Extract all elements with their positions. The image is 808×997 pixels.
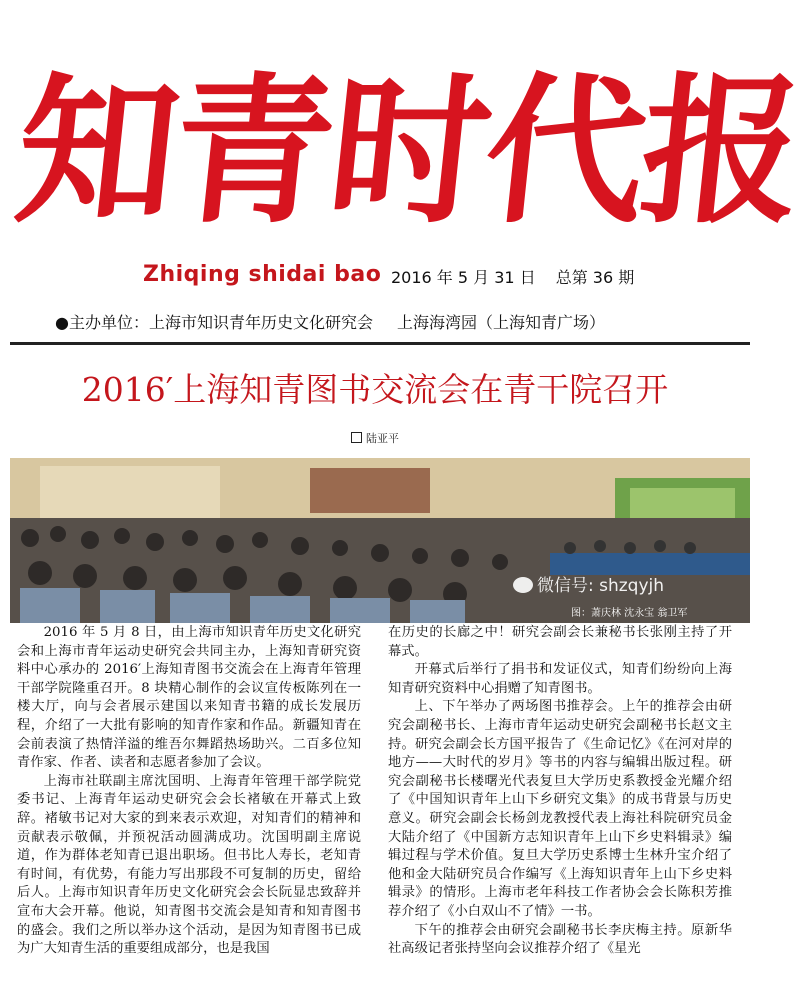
masthead-char: 报 [632, 57, 808, 245]
masthead [0, 0, 808, 250]
masthead-title [8, 57, 808, 245]
masthead-char: 知 [8, 57, 184, 245]
byline-box-icon [351, 432, 362, 443]
sponsor-org-1: 上海市知识青年历史文化研究会 [148, 313, 373, 332]
watermark-text: 微信号: shzqyjh [537, 576, 665, 596]
masthead-char: 时 [320, 57, 496, 245]
masthead-pinyin: Zhiqing shidai bao [143, 262, 382, 287]
conference-photo-illustration [10, 458, 750, 623]
article-headline: 2016′上海知青图书交流会在青干院召开 [81, 370, 669, 409]
wechat-icon [513, 577, 533, 593]
sponsor-org-2: 上海海湾园（上海知青广场） [396, 313, 605, 332]
article-column-right [388, 624, 732, 959]
paragraph: 在历史的长廊之中！研究会副会长兼秘书长张刚主持了开幕式。 [388, 625, 732, 659]
byline-author: 陆亚平 [366, 432, 399, 445]
article-column-left [17, 624, 361, 959]
photo-credit: 图：萧庆林 沈永宝 翁卫军 [571, 608, 688, 619]
article-photo [10, 458, 750, 623]
paragraph: 下午的推荐会由研究会副秘书长李庆梅主持。原新华社高级记者张持坚向会议推荐介绍了《星光 [388, 922, 732, 957]
photo-watermark [513, 571, 733, 596]
sponsor-label: ●主办单位： [55, 313, 149, 332]
issue-info [391, 265, 634, 288]
issue-date: 2016 年 5 月 31 日 [391, 268, 536, 287]
masthead-char: 青 [164, 57, 340, 245]
masthead-divider [10, 342, 750, 345]
issue-number: 总第 36 期 [555, 268, 635, 287]
masthead-char: 代 [476, 57, 652, 245]
sponsor-line [55, 310, 605, 333]
paragraph: 2016 年 5 月 8 日，由上海市知识青年历史文化研究会和上海市青年运动史研究会共同主办，上海知青研究资料中心承办的 2016′上海知青图书交流会在上海青年管理干部学院隆重召开。8 块精心制作的会议宣传板陈列在一楼大厅，向与会者展示建国以来知青书籍的成长发展历程，介绍了一大批有影响的知青作家和作品。新疆知青在会前表演了热情洋溢的维吾尔舞蹈热场助兴。二百多位知青作家、作者、读者和志愿者参加了会议。 [17, 625, 361, 771]
article-byline [0, 430, 750, 446]
paragraph: 上、下午举办了两场图书推荐会。上午的推荐会由研究会副秘书长、上海市青年运动史研究会副秘书长赵文主持。研究会副会长方国平报告了《生命记忆》《在河对岸的地方——大时代的岁月》等书的内容与编辑出版过程。研究会副秘书长楼曙光代表复旦大学历史系教授金光耀介绍了《中国知识青年上山下乡研究文集》的成书背景与历史意义。研究会副会长杨剑龙教授代表上海社科院研究员金大陆介绍了《中国新方志知识青年上山下乡史料辑录》编辑过程与学术价值。复旦大学历史系博士生林升宝介绍了他和金大陆研究员合作编写《上海知识青年上山下乡史料辑录》的情形。上海市老年科技工作者协会会长陈积芳推荐介绍了《小白双山不了情》一书。 [388, 699, 732, 919]
paragraph: 开幕式后举行了捐书和发证仪式，知青们纷纷向上海知青研究资料中心捐赠了知青图书。 [388, 662, 732, 696]
paragraph: 上海市社联副主席沈国明、上海青年管理干部学院党委书记、上海青年运动史研究会会长褚敏在开幕式上致辞。褚敏书记对大家的到来表示欢迎，对知青们的精神和贡献表示敬佩，并预祝活动圆满成功。沈国明副主席说道，作为群体老知青已退出职场。但书比人寿长，老知青有时间，有优势，有能力写出那段不可复制的历史，留给后人。上海市知识青年历史文化研究会会长阮显忠致辞并宣布大会开幕。他说，知青图书交流会是知青和知青图书的盛会。我们之所以举办这个活动，是因为知青图书已成为广大知青生活的重要组成部分，也是我国 [17, 773, 361, 957]
